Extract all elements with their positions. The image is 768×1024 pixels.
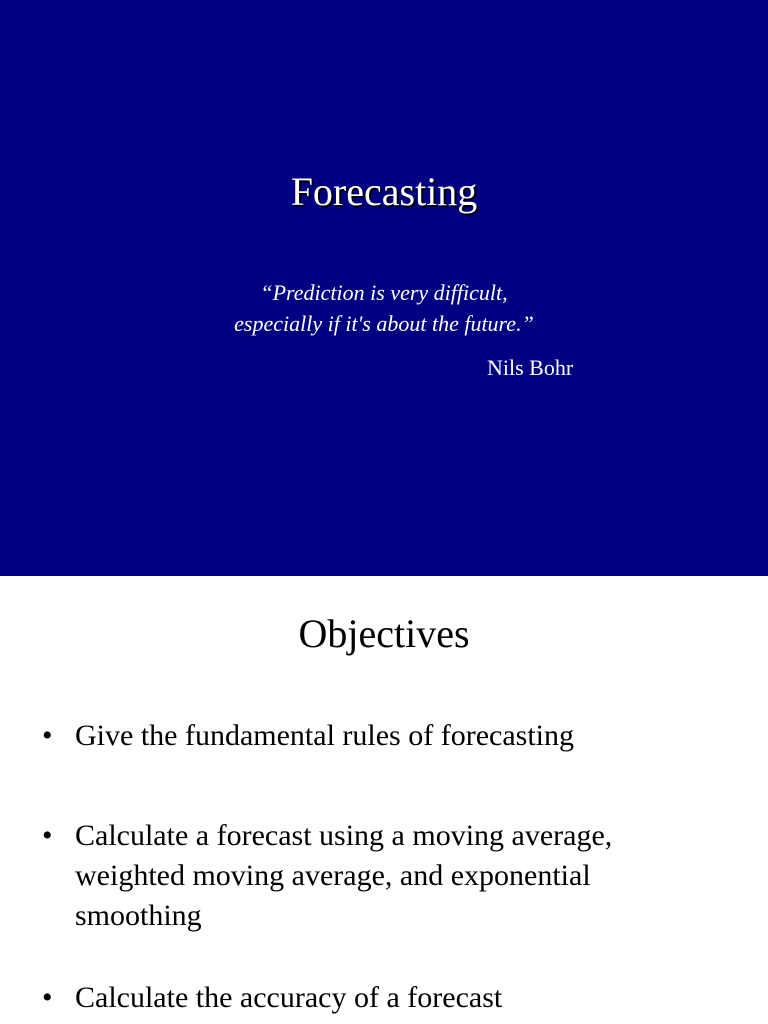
quote-author: Nils Bohr [487,355,574,380]
quote-line: especially if it's about the future.” [234,311,534,336]
objectives-slide [0,576,768,1024]
list-item-text: Give the fundamental rules of forecasting [75,719,574,752]
list-item-text: Calculate the accuracy of a forecast [75,981,503,1014]
quote-line: “Prediction is very difficult, [260,280,508,305]
slide-title: Forecasting [290,169,478,214]
bullet-icon: • [42,719,53,752]
bullet-icon: • [42,981,53,1014]
quote-block [0,277,768,339]
objectives-title: Objectives [298,611,470,656]
bullet-icon: • [42,819,53,852]
list-item-text: Calculate a forecast using a moving average, weighted moving average, and exponential smoothing [75,819,613,932]
